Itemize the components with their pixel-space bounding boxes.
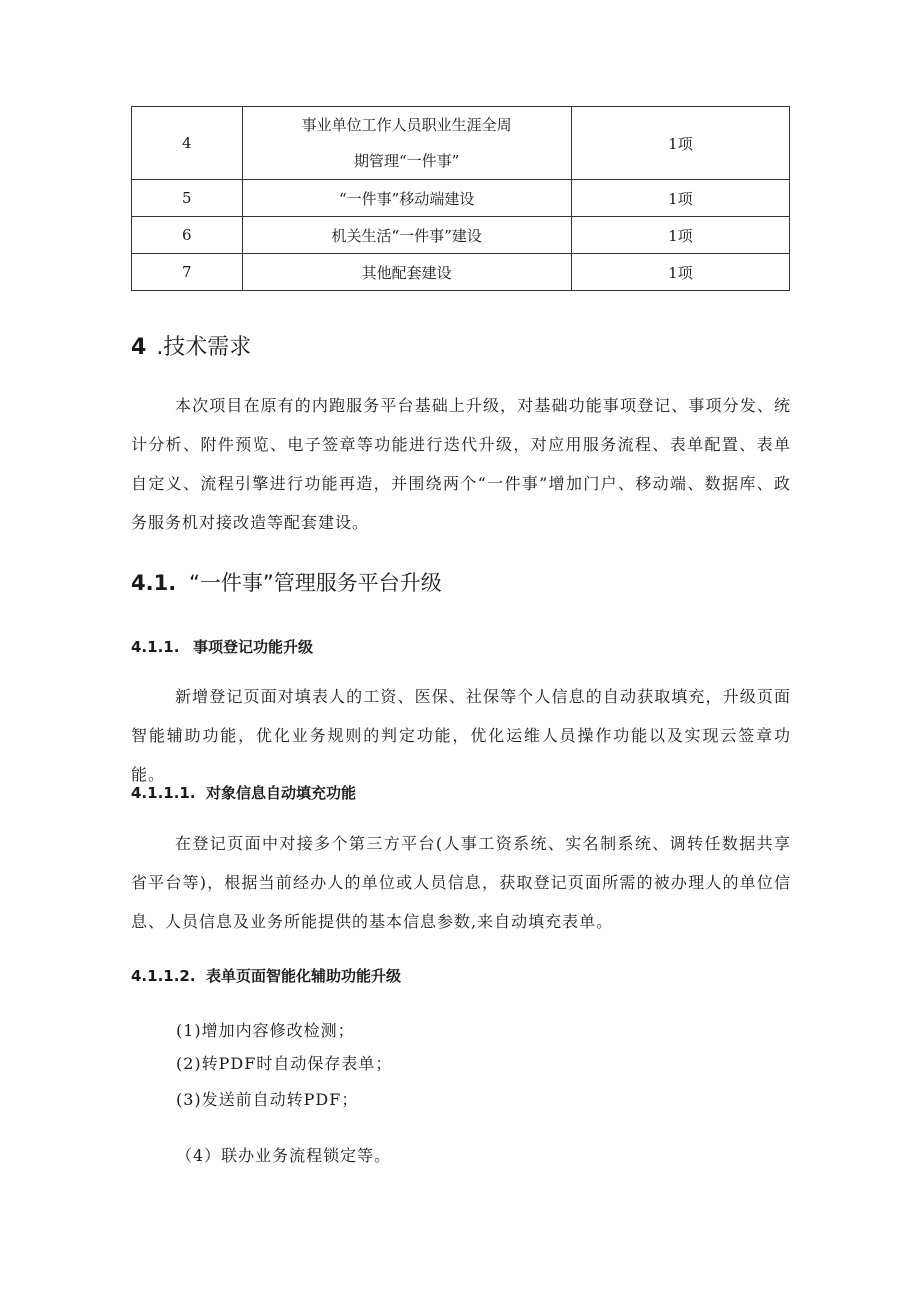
section-4-1-1-1-paragraph: 在登记页面中对接多个第三方平台(人事工资系统、实名制系统、调转任数据共享省平台等)，根据当前经办人的单位或人员信息，获取登记页面所需的被办理人的单位信息、人员信息及业务所能提供的基本信息参数,来自动填充表单。 — [131, 834, 791, 931]
section-4-1-1-1-heading — [131, 782, 356, 803]
section-4-1-1-1-number: 4.1.1.1. — [131, 784, 196, 802]
table-row — [132, 180, 790, 217]
row-quantity: 1项 — [571, 217, 789, 254]
row-quantity: 1项 — [571, 107, 789, 180]
row-name: “一件事”移动端建设 — [242, 180, 571, 217]
list-item: (2)转PDF时自动保存表单； — [176, 1054, 393, 1073]
list-item: (3)发送前自动转PDF； — [176, 1090, 359, 1109]
row-name-line1: 事业单位工作人员职业生涯全周 — [301, 116, 512, 134]
table-row — [132, 254, 790, 291]
section-4-1-title: “一件事”管理服务平台升级 — [189, 571, 442, 595]
list-item: （4）联办业务流程锁定等。 — [176, 1146, 392, 1165]
section-4-1-1-2-title: 表单页面智能化辅助功能升级 — [206, 967, 402, 985]
section-4-number: 4 — [131, 335, 147, 360]
project-items-table — [131, 106, 790, 291]
section-4-1-1-2-heading — [131, 965, 401, 986]
section-4-heading — [131, 330, 251, 361]
row-name — [242, 107, 571, 180]
section-4-1-1-title: 事项登记功能升级 — [193, 638, 314, 656]
row-name: 其他配套建设 — [242, 254, 571, 291]
section-4-1-1-number: 4.1.1. — [131, 638, 180, 656]
section-4-title: .技术需求 — [156, 335, 252, 360]
row-number: 6 — [132, 217, 243, 254]
row-quantity: 1项 — [571, 180, 789, 217]
section-4-1-1-1-title: 对象信息自动填充功能 — [206, 784, 357, 802]
section-4-1-number: 4.1. — [131, 571, 177, 595]
table-row — [132, 107, 790, 180]
section-4-1-1-paragraph: 新增登记页面对填表人的工资、医保、社保等个人信息的自动获取填充，升级页面智能辅助功能，优化业务规则的判定功能，优化运维人员操作功能以及实现云签章功能。 — [131, 687, 791, 784]
row-quantity: 1项 — [571, 254, 789, 291]
row-number: 5 — [132, 180, 243, 217]
section-4-1-1-2-number: 4.1.1.2. — [131, 967, 196, 985]
row-name: 机关生活“一件事”建设 — [242, 217, 571, 254]
section-4-1-heading — [131, 567, 442, 597]
row-number: 4 — [132, 107, 243, 180]
list-item: (1)增加内容修改检测； — [176, 1021, 355, 1040]
section-4-paragraph: 本次项目在原有的内跑服务平台基础上升级，对基础功能事项登记、事项分发、统计分析、附件预览、电子签章等功能进行迭代升级，对应用服务流程、表单配置、表单自定义、流程引擎进行功能再造，并围绕两个“一件事”增加门户、移动端、数据库、政务服务机对接改造等配套建设。 — [131, 396, 791, 532]
section-4-1-1-heading — [131, 636, 313, 657]
row-number: 7 — [132, 254, 243, 291]
table-row — [132, 217, 790, 254]
row-name-line2: 期管理“一件事” — [353, 152, 460, 170]
